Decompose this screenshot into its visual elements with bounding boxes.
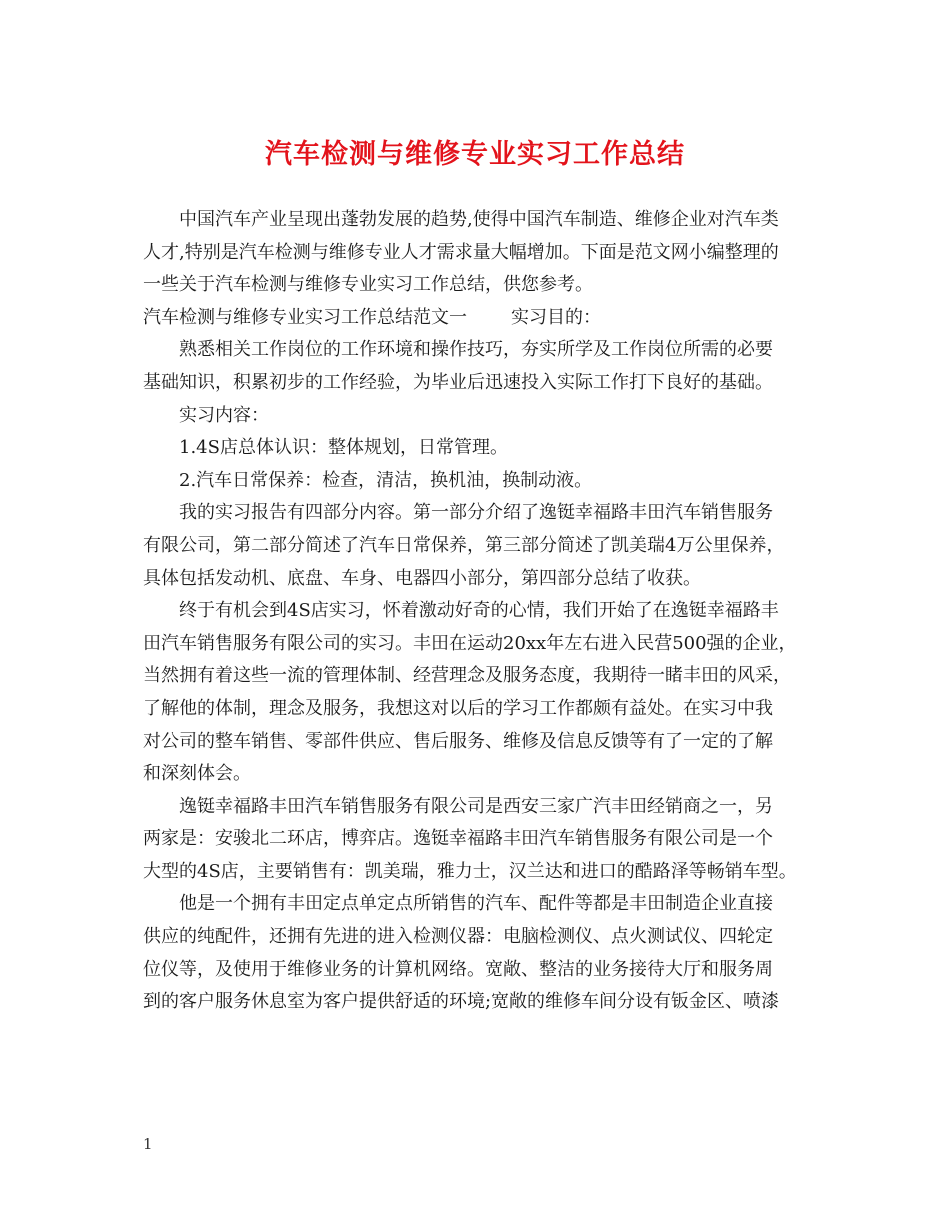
- subheading-content: 实习内容：: [179, 404, 269, 426]
- text-line: 逸铤幸福路丰田汽车销售服务有限公司是西安三家广汽丰田经销商之一，另: [179, 795, 773, 817]
- text-line: 当然拥有着这些一流的管理体制、经营理念及服务态度，我期待一睹丰田的风采，: [143, 665, 791, 687]
- text-line: 两家是：安骏北二环店，博弈店。逸铤幸福路丰田汽车销售服务有限公司是一个: [143, 828, 773, 850]
- text-line: 人才,特别是汽车检测与维修专业人才需求量大幅增加。下面是范文网小编整理的: [143, 241, 779, 263]
- text-line: 一些关于汽车检测与维修专业实习工作总结，供您参考。: [143, 274, 593, 296]
- list-item: 1.4S店总体认识：整体规划，日常管理。: [179, 437, 508, 459]
- text-line: 位仪等，及使用于维修业务的计算机网络。宽敞、整洁的业务接待大厅和服务周: [143, 958, 773, 980]
- text-line: 大型的4S店，主要销售有：凯美瑞，雅力士，汉兰达和进口的酷路泽等畅销车型。: [143, 860, 797, 882]
- list-item: 2.汽车日常保养：检查，清洁，换机油，换制动液。: [179, 469, 593, 491]
- text-line: 基础知识，积累初步的工作经验，为毕业后迅速投入实际工作打下良好的基础。: [143, 371, 773, 393]
- text-line: 和深刻体会。: [143, 763, 251, 785]
- text-line: 对公司的整车销售、零部件供应、售后服务、维修及信息反馈等有了一定的了解: [143, 730, 773, 752]
- text-line: 他是一个拥有丰田定点单定点所销售的汽车、配件等都是丰田制造企业直接: [179, 893, 773, 915]
- section-heading-line: [143, 302, 823, 335]
- page-number: 1: [143, 1135, 153, 1153]
- document-body: [143, 204, 823, 1019]
- text-line: 熟悉相关工作岗位的工作环境和操作技巧，夯实所学及工作岗位所需的必要: [179, 339, 773, 361]
- subheading-purpose: 实习目的：: [511, 306, 601, 328]
- text-line: 终于有机会到4S店实习，怀着激动好奇的心情，我们开始了在逸铤幸福路丰: [179, 600, 779, 622]
- text-line: 有限公司，第二部分简述了汽车日常保养，第三部分简述了凯美瑞4万公里保养，: [143, 534, 785, 556]
- text-line: 具体包括发动机、底盘、车身、电器四小部分，第四部分总结了收获。: [143, 567, 701, 589]
- text-line: 到的客户服务休息室为客户提供舒适的环境;宽敞的维修车间分设有钣金区、喷漆: [143, 991, 780, 1013]
- text-line: 供应的纯配件，还拥有先进的进入检测仪器：电脑检测仪、点火测试仪、四轮定: [143, 926, 773, 948]
- document-title: 汽车检测与维修专业实习工作总结: [265, 139, 685, 170]
- text-line: 中国汽车产业呈现出蓬勃发展的趋势,使得中国汽车制造、维修企业对汽车类: [179, 209, 779, 230]
- text-line: 了解他的体制，理念及服务，我想这对以后的学习工作都颇有益处。在实习中我: [143, 697, 773, 719]
- text-line: 我的实习报告有四部分内容。第一部分介绍了逸铤幸福路丰田汽车销售服务: [179, 502, 773, 524]
- text-line: 田汽车销售服务有限公司的实习。丰田在运动20xx年左右进入民营500强的企业，: [143, 632, 797, 654]
- section-heading: 汽车检测与维修专业实习工作总结范文一: [143, 306, 467, 328]
